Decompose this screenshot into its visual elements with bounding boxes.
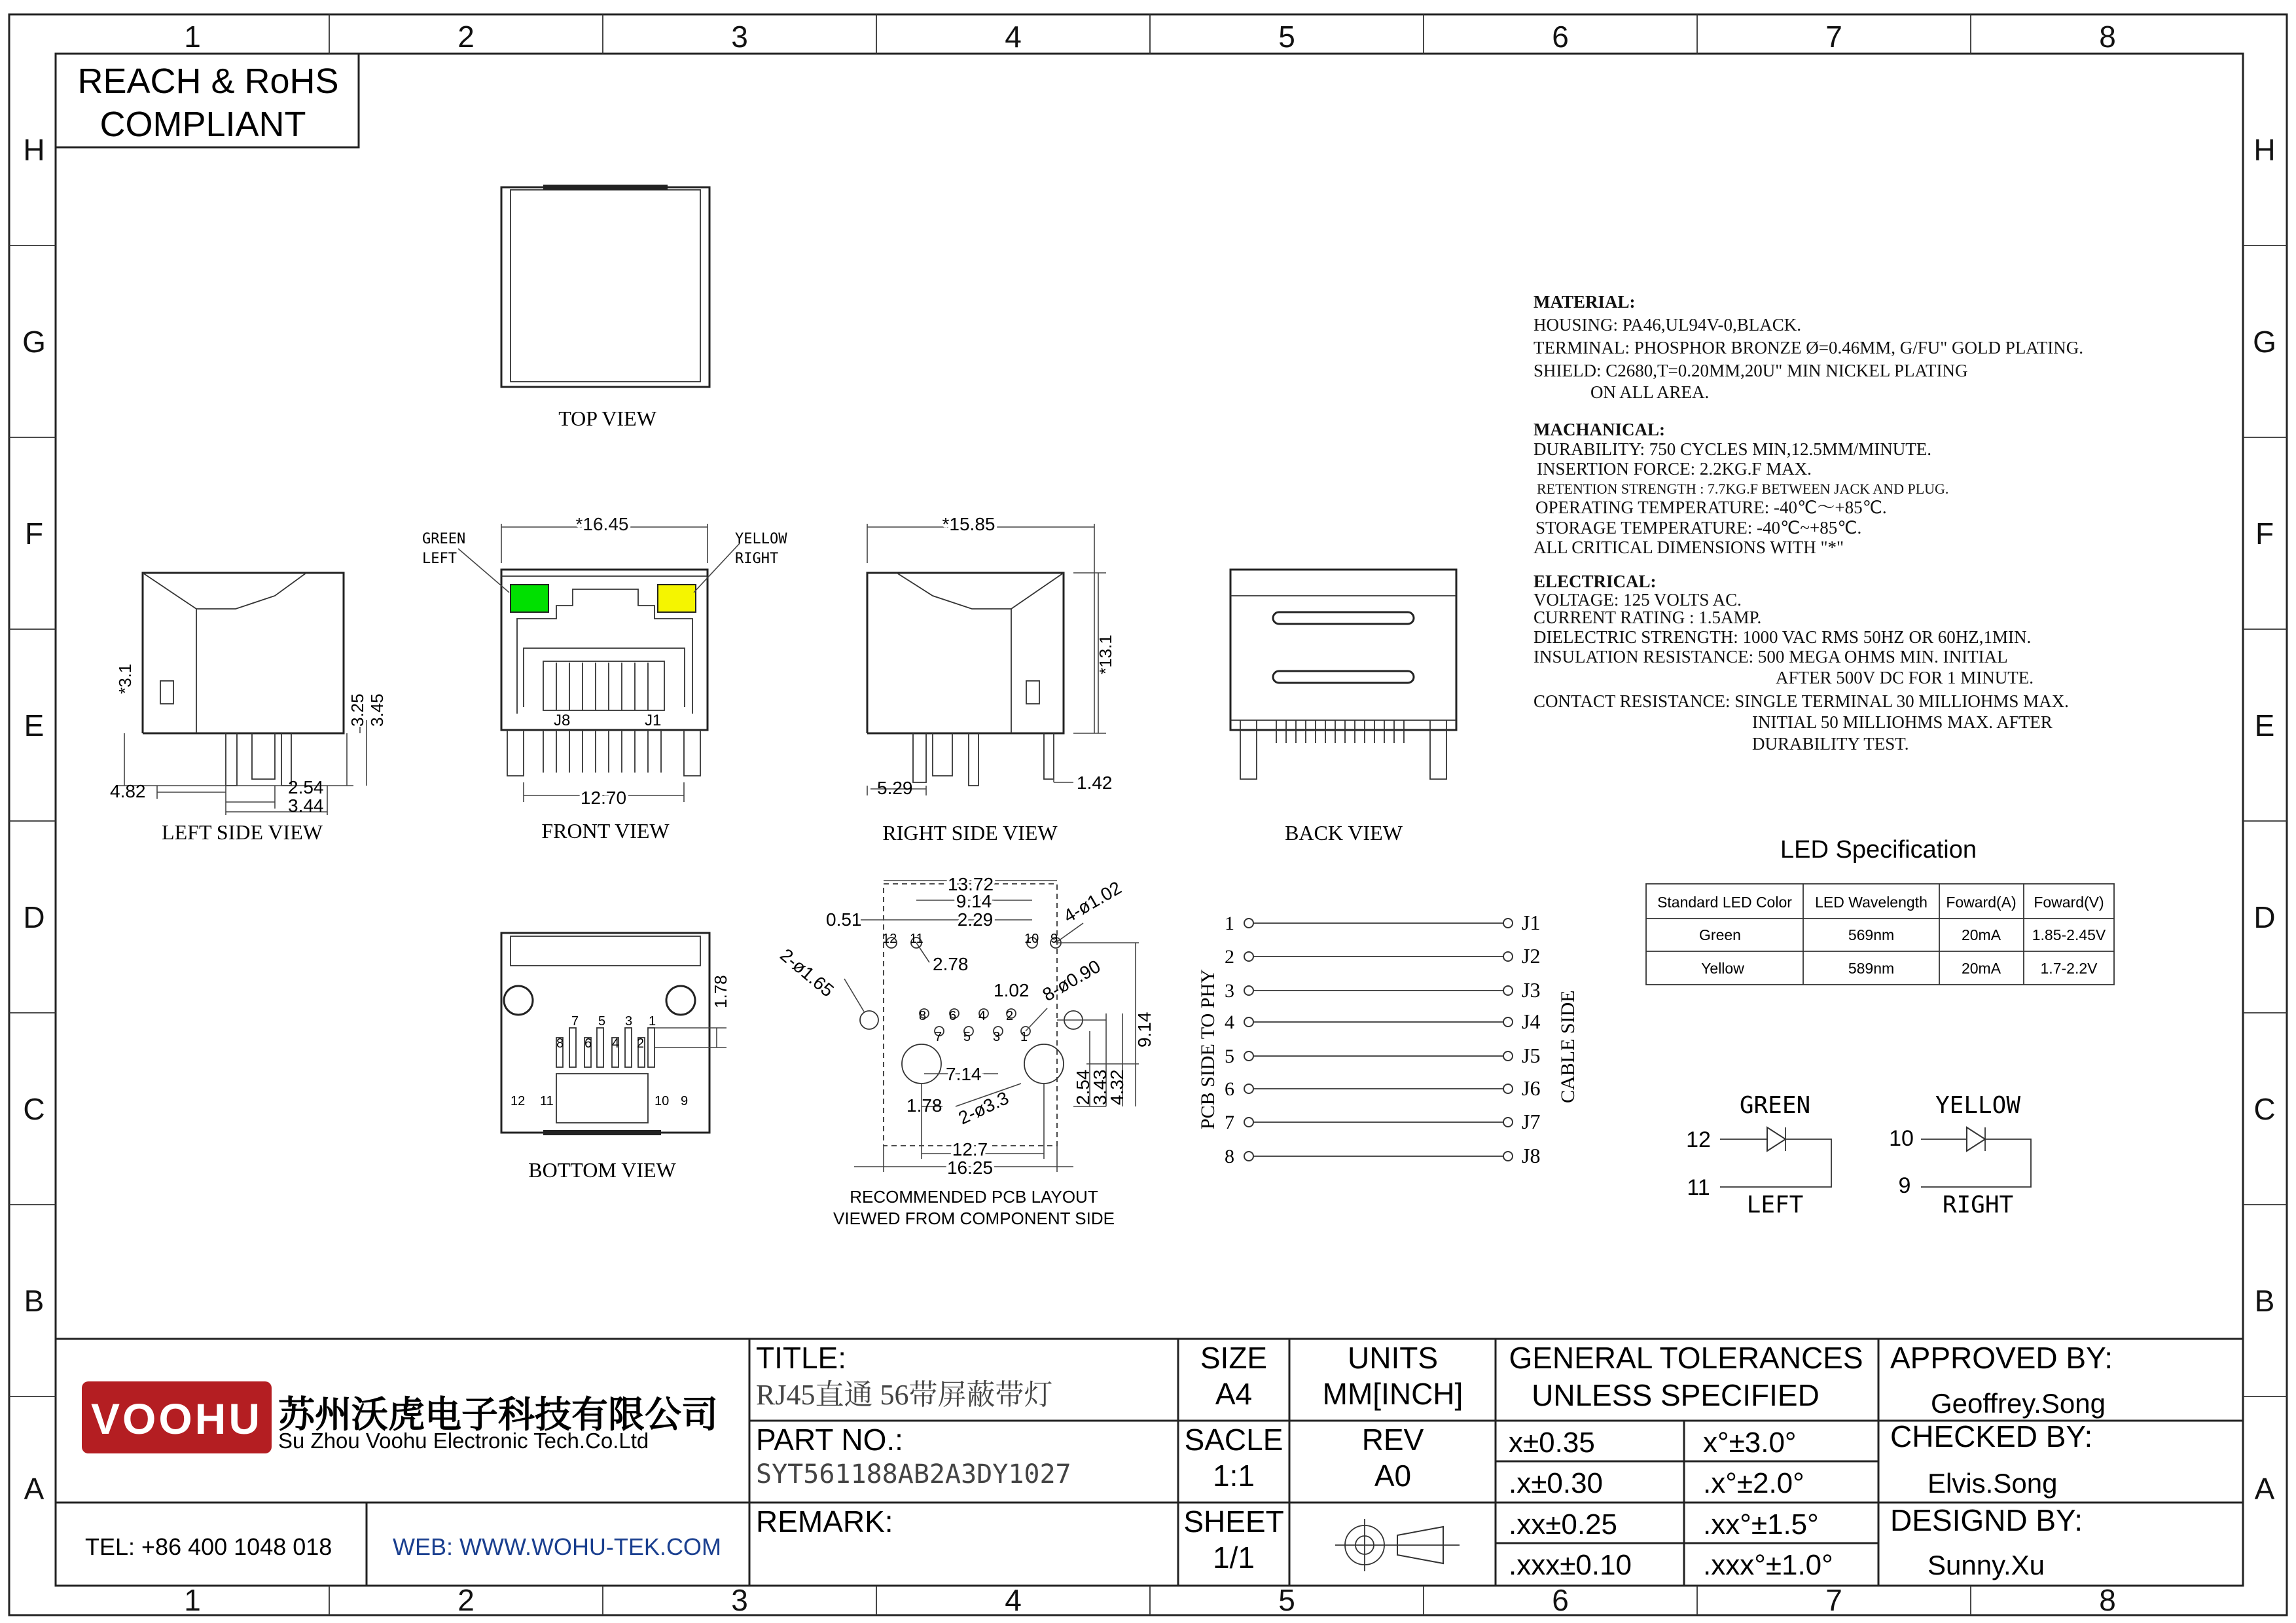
table-cell: 589nm [1848, 960, 1895, 977]
pcb-layout [776, 874, 1155, 1228]
jack-label: J8 [554, 712, 571, 729]
wiring-schematic [1197, 911, 1579, 1167]
hole-label: 6 [949, 1009, 957, 1023]
col-label: 2 [457, 20, 475, 54]
led-label: RIGHT [735, 551, 779, 567]
dim-text: 3.43 [1090, 1069, 1110, 1105]
hole-label: 10 [1024, 932, 1039, 946]
tolerance-linear: .xx±0.25 [1509, 1508, 1618, 1541]
logo-text: VOOHU [90, 1395, 263, 1443]
notes-line: DURABILITY TEST. [1752, 734, 1909, 754]
side-label: CABLE SIDE [1557, 990, 1579, 1103]
col-label: 1 [184, 20, 201, 54]
view-label: BACK VIEW [1285, 821, 1403, 845]
led-side: LEFT [1746, 1192, 1804, 1218]
pin-number: 7 [1225, 1112, 1234, 1133]
col-label: 7 [1825, 20, 1842, 54]
pin-label: 10 [655, 1094, 670, 1108]
col-label: 5 [1278, 1583, 1295, 1617]
rev-value: A0 [1374, 1459, 1412, 1493]
notes-line: ALL CRITICAL DIMENSIONS WITH "*" [1534, 538, 1844, 557]
dim-text: 2.54 [1073, 1069, 1093, 1105]
dim-text: 13.72 [947, 874, 994, 894]
left-side-view [110, 573, 387, 844]
view-label: FRONT VIEW [541, 819, 670, 843]
notes-line: DIELECTRIC STRENGTH: 1000 VAC RMS 50HZ OR 60HZ,1MIN. [1534, 627, 2032, 647]
compliance-line: COMPLIANT [99, 105, 306, 144]
row-label: B [24, 1284, 45, 1318]
jack-pin: J2 [1522, 944, 1541, 968]
hole-label: 7 [935, 1030, 942, 1044]
top-view [501, 187, 709, 430]
units-label: UNITS [1348, 1341, 1438, 1375]
approved-label: APPROVED BY: [1890, 1341, 2113, 1375]
row-label: A [2254, 1472, 2275, 1506]
notes-line: SHIELD: C2680,T=0.20MM,20U" MIN NICKEL PLATING [1534, 361, 1968, 380]
table-header: Standard LED Color [1657, 894, 1792, 911]
bottom-view [501, 933, 730, 1182]
dim-text: *3.1 [115, 663, 135, 694]
col-label: 6 [1552, 1583, 1569, 1617]
pin-number: 4 [1225, 1012, 1234, 1033]
notes-heading: ELECTRICAL: [1534, 572, 1657, 591]
tolerance-angular: x°±3.0° [1703, 1427, 1797, 1459]
scale-value: 1:1 [1213, 1459, 1255, 1493]
tolerance-header: UNLESS SPECIFIED [1532, 1378, 1820, 1412]
row-label: C [2253, 1092, 2276, 1126]
size-value: A4 [1215, 1377, 1253, 1411]
col-label: 2 [457, 1583, 475, 1617]
table-cell: 1.85-2.45V [2032, 926, 2106, 943]
dim-text: 4.32 [1107, 1069, 1127, 1105]
notes-line: TERMINAL: PHOSPHOR BRONZE Ø=0.46MM, G/FU" GOLD PLATING. [1534, 338, 2084, 357]
col-label: 5 [1278, 20, 1295, 54]
pin-label: 2 [637, 1036, 645, 1051]
dim-text: 9.14 [956, 891, 992, 911]
row-label: G [22, 325, 46, 359]
scale-label: SACLE [1184, 1423, 1283, 1457]
pin-number: 6 [1225, 1078, 1234, 1100]
table-header: LED Wavelength [1815, 894, 1928, 911]
row-label: D [2253, 900, 2276, 934]
approved-value: Geoffrey.Song [1931, 1388, 2106, 1419]
row-label: F [24, 517, 44, 551]
row-label: E [24, 708, 45, 742]
table-cell: Yellow [1701, 960, 1744, 977]
row-label: G [2253, 325, 2276, 359]
col-label: 3 [731, 1583, 748, 1617]
led-green [511, 585, 548, 612]
dim-text: *13.1 [1096, 634, 1115, 674]
pin-number: 3 [1225, 980, 1234, 1002]
designed-label: DESIGND BY: [1890, 1503, 2083, 1537]
pin-label: 3 [625, 1014, 633, 1029]
led-name: GREEN [1739, 1092, 1811, 1119]
dim-text: 3.45 [367, 693, 387, 727]
col-label: 1 [184, 1583, 201, 1617]
notes-line: DURABILITY: 750 CYCLES MIN,12.5MM/MINUTE. [1534, 439, 1932, 459]
jack-pin: J5 [1522, 1044, 1541, 1067]
pin-number: 2 [1225, 946, 1234, 968]
tel: TEL: +86 400 1048 018 [85, 1533, 332, 1560]
dim-text: 2-ø3.3 [955, 1087, 1012, 1129]
notes-line: CURRENT RATING : 1.5AMP. [1534, 608, 1762, 627]
title-block [56, 1339, 2243, 1586]
pin-label: 4 [612, 1036, 620, 1051]
row-label: C [23, 1092, 45, 1126]
row-label: B [2254, 1284, 2275, 1318]
sheet-label: SHEET [1183, 1504, 1284, 1539]
title-value: RJ45直通 56带屏蔽带灯 [756, 1379, 1053, 1411]
pin-label: 5 [598, 1014, 606, 1029]
dim-text: 1.42 [1077, 773, 1113, 793]
grid-labels [22, 20, 2276, 1617]
led-circuit-yellow [1889, 1092, 2031, 1218]
part-value: SYT561188AB2A3DY1027 [756, 1459, 1071, 1489]
checked-value: Elvis.Song [1928, 1468, 2058, 1499]
title-label: TITLE: [756, 1341, 847, 1375]
notes-line: OPERATING TEMPERATURE: -40℃～+85℃. [1535, 498, 1887, 517]
notes-line: RETENTION STRENGTH : 7.7KG.F BETWEEN JACK AND PLUG. [1537, 481, 1949, 497]
table-cell: 1.7-2.2V [2040, 960, 2098, 977]
dim-text: 5.29 [877, 778, 913, 798]
dim-text: 7.14 [946, 1064, 982, 1084]
dim-text: 8-ø0.90 [1039, 956, 1104, 1006]
led-circuit-green [1686, 1092, 1831, 1218]
col-label: 4 [1005, 1583, 1022, 1617]
jack-pin: J3 [1522, 978, 1541, 1002]
pin-label: 6 [584, 1036, 592, 1051]
hole-label: 12 [882, 932, 897, 946]
pin-label: 1 [649, 1014, 656, 1029]
pin-number: 1 [1225, 913, 1234, 934]
rev-label: REV [1361, 1423, 1424, 1457]
notes-line: STORAGE TEMPERATURE: -40℃~+85℃. [1535, 518, 1862, 538]
jack-pin: J4 [1522, 1010, 1541, 1033]
spec-notes [1534, 292, 2083, 754]
dim-text: 0.51 [826, 909, 862, 930]
dim-text: 12.70 [580, 788, 627, 808]
hole-label: 2 [1006, 1009, 1014, 1023]
dim-text: 2.29 [957, 909, 994, 930]
row-label: F [2255, 517, 2274, 551]
tolerance-linear: .xxx±0.10 [1509, 1549, 1632, 1581]
led-name: YELLOW [1935, 1092, 2021, 1119]
hole-label: 4 [978, 1009, 986, 1023]
side-label: PCB SIDE TO PHY [1197, 969, 1219, 1129]
projection-symbol-icon [1335, 1519, 1460, 1571]
designed-value: Sunny.Xu [1928, 1550, 2045, 1580]
dim-text: 2.54 [288, 777, 324, 797]
outer-frame [9, 14, 2287, 1615]
pin-label: 12 [511, 1094, 526, 1108]
hole-label: 3 [993, 1030, 1001, 1044]
dim-text: 1.78 [906, 1095, 942, 1116]
notes-line: AFTER 500V DC FOR 1 MINUTE. [1776, 668, 2034, 687]
sheet-value: 1/1 [1213, 1541, 1255, 1575]
front-view [422, 514, 787, 843]
dim-text: 4-ø1.02 [1060, 877, 1125, 927]
col-label: 8 [2099, 20, 2116, 54]
col-label: 7 [1825, 1583, 1842, 1617]
col-label: 4 [1005, 20, 1022, 54]
notes-line: INITIAL 50 MILLIOHMS MAX. AFTER [1752, 712, 2053, 732]
size-label: SIZE [1200, 1341, 1268, 1375]
jack-pin: J8 [1522, 1144, 1541, 1167]
dim-text: *16.45 [575, 514, 629, 534]
notes-line: INSULATION RESISTANCE: 500 MEGA OHMS MIN. INITIAL [1534, 647, 2008, 666]
pin-label: 9 [681, 1094, 689, 1108]
tolerance-angular: .x°±2.0° [1703, 1467, 1804, 1499]
pin-label: 8 [556, 1036, 564, 1051]
table-cell: 569nm [1848, 926, 1895, 943]
jack-pin: J1 [1522, 911, 1541, 934]
pin-number: 5 [1225, 1046, 1234, 1067]
view-label: BOTTOM VIEW [528, 1158, 676, 1182]
tolerance-angular: .xxx°±1.0° [1703, 1549, 1833, 1581]
view-label: LEFT SIDE VIEW [162, 820, 323, 844]
view-label: RECOMMENDED PCB LAYOUT [850, 1187, 1098, 1207]
dim-text: 1.02 [994, 980, 1030, 1000]
notes-line: INSERTION FORCE: 2.2KG.F MAX. [1537, 459, 1812, 479]
notes-line: VOLTAGE: 125 VOLTS AC. [1534, 590, 1742, 610]
dim-text: 4.82 [110, 781, 146, 801]
company-en: Su Zhou Voohu Electronic Tech.Co.Ltd [278, 1429, 649, 1453]
view-label: RIGHT SIDE VIEW [882, 821, 1058, 845]
tolerance-linear: .x±0.30 [1509, 1467, 1604, 1499]
grid-ticks [9, 14, 2287, 1615]
notes-line: HOUSING: PA46,UL94V-0,BLACK. [1534, 315, 1802, 335]
part-label: PART NO.: [756, 1423, 903, 1457]
web: WEB: WWW.WOHU-TEK.COM [393, 1533, 721, 1560]
pin-label: 11 [540, 1094, 554, 1108]
dim-text: *15.85 [942, 514, 996, 534]
hole-label: 1 [1020, 1030, 1028, 1044]
dim-text: 2-ø1.65 [776, 944, 838, 1001]
pin-number: 8 [1225, 1146, 1234, 1167]
hole-label: 8 [919, 1009, 927, 1023]
led-pin: 10 [1889, 1126, 1914, 1151]
notes-line: ON ALL AREA. [1590, 382, 1710, 402]
compliance-box [56, 54, 359, 147]
pin-label: 7 [571, 1014, 579, 1029]
jack-pin: J6 [1522, 1076, 1541, 1100]
dim-text: 2.78 [933, 954, 969, 974]
led-pin: 12 [1686, 1127, 1711, 1152]
led-side: RIGHT [1942, 1192, 2014, 1218]
led-spec-table [1646, 836, 2114, 985]
tolerance-linear: x±0.35 [1509, 1427, 1595, 1459]
jack-pin: J7 [1522, 1110, 1541, 1133]
dim-text: 3.25 [348, 693, 367, 727]
led-pin: 9 [1898, 1173, 1911, 1198]
compliance-line: REACH & RoHS [77, 62, 339, 101]
company-cn: 苏州沃虎电子科技有限公司 [278, 1394, 718, 1435]
view-label: VIEWED FROM COMPONENT SIDE [833, 1209, 1115, 1228]
notes-line: CONTACT RESISTANCE: SINGLE TERMINAL 30 MILLIOHMS MAX. [1534, 691, 2069, 711]
row-label: H [2253, 133, 2276, 167]
notes-heading: MATERIAL: [1534, 292, 1636, 312]
table-header: Foward(A) [1946, 894, 2017, 911]
tolerance-header: GENERAL TOLERANCES [1509, 1341, 1863, 1375]
table-cell: 20mA [1961, 960, 2001, 977]
led-label: YELLOW [735, 531, 787, 547]
back-view [1230, 570, 1456, 845]
led-pin: 11 [1687, 1175, 1710, 1200]
dim-text: 3.44 [288, 795, 324, 816]
led-label: GREEN [422, 531, 466, 547]
row-label: A [24, 1472, 45, 1506]
led-label: LEFT [422, 551, 457, 567]
tolerance-angular: .xx°±1.5° [1703, 1508, 1819, 1541]
table-header: Foward(V) [2034, 894, 2104, 911]
table-title: LED Specification [1780, 836, 1977, 864]
row-label: D [23, 900, 45, 934]
dim-text: 12.7 [952, 1139, 988, 1159]
led-yellow [658, 585, 696, 612]
table-cell: Green [1699, 926, 1741, 943]
col-label: 3 [731, 20, 748, 54]
col-label: 8 [2099, 1583, 2116, 1617]
col-label: 6 [1552, 20, 1569, 54]
dim-text: 9.14 [1134, 1012, 1155, 1048]
right-side-view [867, 514, 1115, 845]
dim-text: 16.25 [946, 1158, 994, 1178]
notes-heading: MACHANICAL: [1534, 420, 1665, 439]
hole-label: 11 [910, 932, 924, 946]
row-label: E [2254, 708, 2275, 742]
hole-label: 9 [1050, 932, 1058, 946]
remark-label: REMARK: [756, 1504, 893, 1539]
dim-text: 1.78 [711, 975, 730, 1008]
checked-label: CHECKED BY: [1890, 1419, 2093, 1453]
jack-label: J1 [645, 712, 662, 729]
table-cell: 20mA [1961, 926, 2001, 943]
row-label: H [23, 133, 45, 167]
hole-label: 5 [963, 1030, 971, 1044]
view-label: TOP VIEW [558, 407, 656, 430]
units-value: MM[INCH] [1322, 1377, 1463, 1411]
